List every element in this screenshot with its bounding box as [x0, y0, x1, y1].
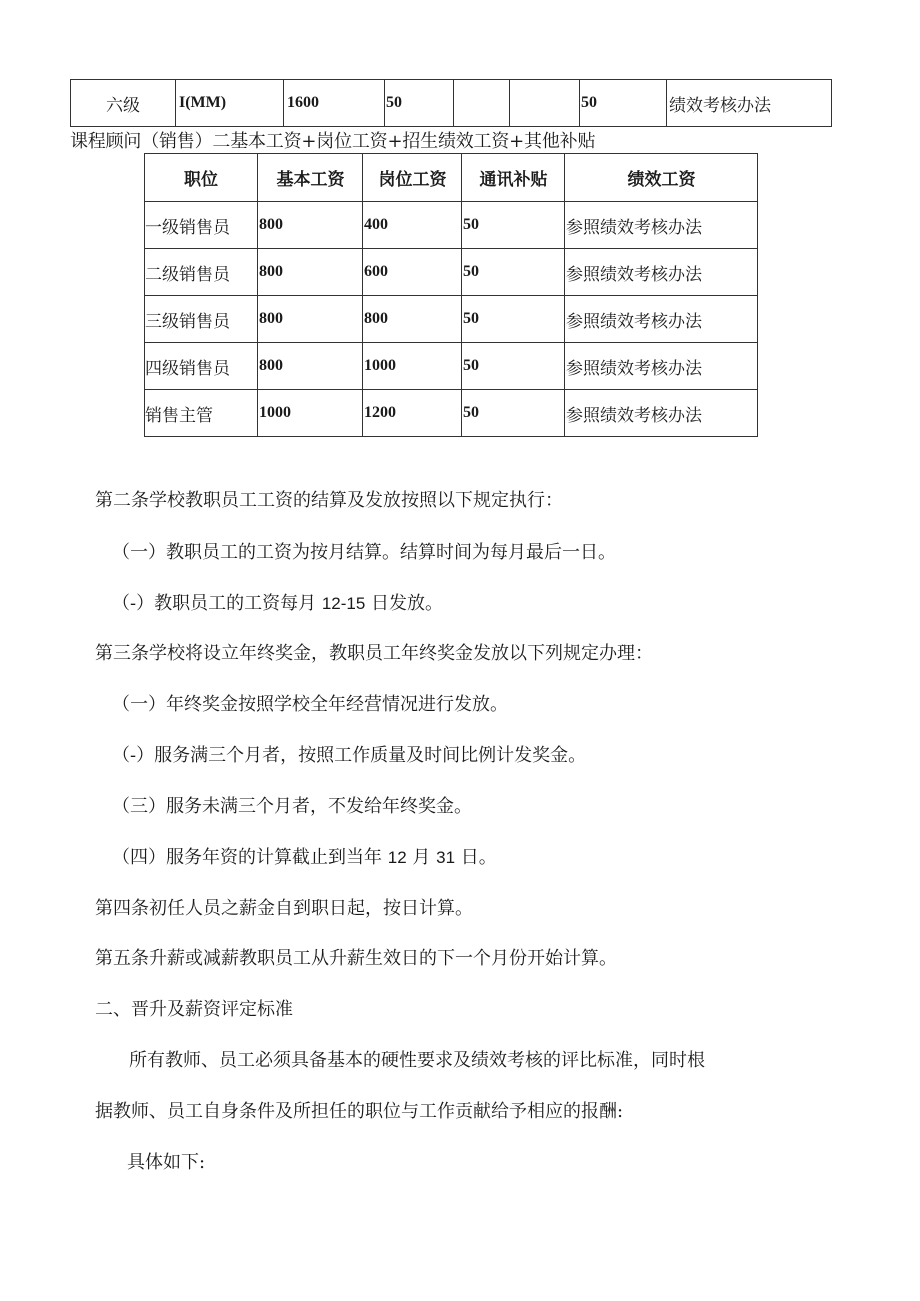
- post-salary-cell: 400: [363, 202, 462, 249]
- article-3-item-4-text: （四）服务年资的计算截止到当年: [112, 847, 382, 868]
- performance-cell: 参照绩效考核办法: [565, 343, 758, 390]
- section-2-heading: 二、晋升及薪资评定标准: [95, 999, 293, 1020]
- header-base-salary: 基本工资: [258, 154, 363, 202]
- position-cell: 三级销售员: [145, 296, 258, 343]
- article-2-item-1: （一）教职员工的工资为按月结算。结算时间为每月最后一日。: [112, 542, 616, 563]
- section-2-paragraph-line-1: 所有教师、员工必须具备基本的硬性要求及绩效考核的评比标准，同时根: [129, 1050, 705, 1071]
- grade-cell: I(MM): [176, 80, 284, 127]
- article-2-item-2: [112, 589, 443, 615]
- table-row: [145, 202, 758, 249]
- table-row: [145, 296, 758, 343]
- telecom-cell: 50: [462, 249, 565, 296]
- base-salary-cell: 1000: [258, 390, 363, 437]
- base-salary-cell: 800: [258, 202, 363, 249]
- article-5: 第五条升薪或减薪教职员工从升薪生效日的下一个月份开始计算。: [95, 948, 617, 969]
- header-post-salary: 岗位工资: [363, 154, 462, 202]
- cutoff-month: 12: [387, 848, 407, 867]
- performance-cell: 参照绩效考核办法: [565, 202, 758, 249]
- allowance-cell: 50: [385, 80, 454, 127]
- base-salary-cell: 800: [258, 249, 363, 296]
- position-cell: 二级销售员: [145, 249, 258, 296]
- performance-cell: 参照绩效考核办法: [565, 249, 758, 296]
- base-salary-cell: 800: [258, 296, 363, 343]
- section-2-paragraph-line-2: 据教师、员工自身条件及所担任的职位与工作贡献给予相应的报酬:: [95, 1101, 624, 1122]
- month-label: 月: [412, 847, 431, 868]
- header-position: 职位: [145, 154, 258, 202]
- article-2-title: 第二条学校教职员工工资的结算及发放按照以下规定执行：: [95, 490, 563, 511]
- empty-cell: [454, 80, 510, 127]
- article-3-title: 第三条学校将设立年终奖金，教职员工年终奖金发放以下列规定办理：: [95, 643, 653, 664]
- post-salary-cell: 1200: [363, 390, 462, 437]
- telecom-cell: 50: [462, 343, 565, 390]
- telecom-cell: 50: [462, 202, 565, 249]
- sales-salary-table: [144, 153, 758, 437]
- article-3-item-2: （-）服务满三个月者，按照工作质量及时间比例计发奖金。: [112, 745, 587, 766]
- level-cell: 六级: [71, 80, 176, 127]
- cutoff-day: 31: [436, 848, 456, 867]
- subsidy-cell: 50: [580, 80, 667, 127]
- table-row: [145, 343, 758, 390]
- section-2-detail: 具体如下:: [127, 1152, 206, 1173]
- article-2-item-2-suffix: 日发放。: [371, 593, 444, 614]
- header-performance-salary: 绩效工资: [565, 154, 758, 202]
- performance-cell: 绩效考核办法: [667, 80, 832, 127]
- article-2-item-2-text: （-）教职员工的工资每月: [112, 593, 317, 614]
- base-salary-cell: 800: [258, 343, 363, 390]
- empty-cell: [510, 80, 580, 127]
- article-3-item-1: （一）年终奖金按照学校全年经营情况进行发放。: [112, 694, 508, 715]
- performance-cell: 参照绩效考核办法: [565, 296, 758, 343]
- sales-salary-caption: 课程顾问（销售）二基本工资+岗位工资+招生绩效工资+其他补贴: [70, 131, 596, 152]
- telecom-cell: 50: [462, 390, 565, 437]
- level-six-row-table: [70, 79, 832, 127]
- table-row: [145, 390, 758, 437]
- table-row: [71, 80, 832, 127]
- telecom-cell: 50: [462, 296, 565, 343]
- article-3-item-4: [112, 843, 497, 869]
- article-4: 第四条初任人员之薪金自到职日起，按日计算。: [95, 898, 473, 919]
- performance-cell: 参照绩效考核办法: [565, 390, 758, 437]
- table-row: [145, 249, 758, 296]
- payday-range: 12-15: [321, 594, 366, 613]
- position-cell: 四级销售员: [145, 343, 258, 390]
- post-salary-cell: 1000: [363, 343, 462, 390]
- post-salary-cell: 600: [363, 249, 462, 296]
- table-header-row: [145, 154, 758, 202]
- post-salary-cell: 800: [363, 296, 462, 343]
- position-cell: 销售主管: [145, 390, 258, 437]
- position-cell: 一级销售员: [145, 202, 258, 249]
- day-label: 日。: [460, 847, 497, 868]
- base-salary-cell: 1600: [284, 80, 385, 127]
- header-telecom-allowance: 通讯补贴: [462, 154, 565, 202]
- article-3-item-3: （三）服务未满三个月者，不发给年终奖金。: [112, 796, 472, 817]
